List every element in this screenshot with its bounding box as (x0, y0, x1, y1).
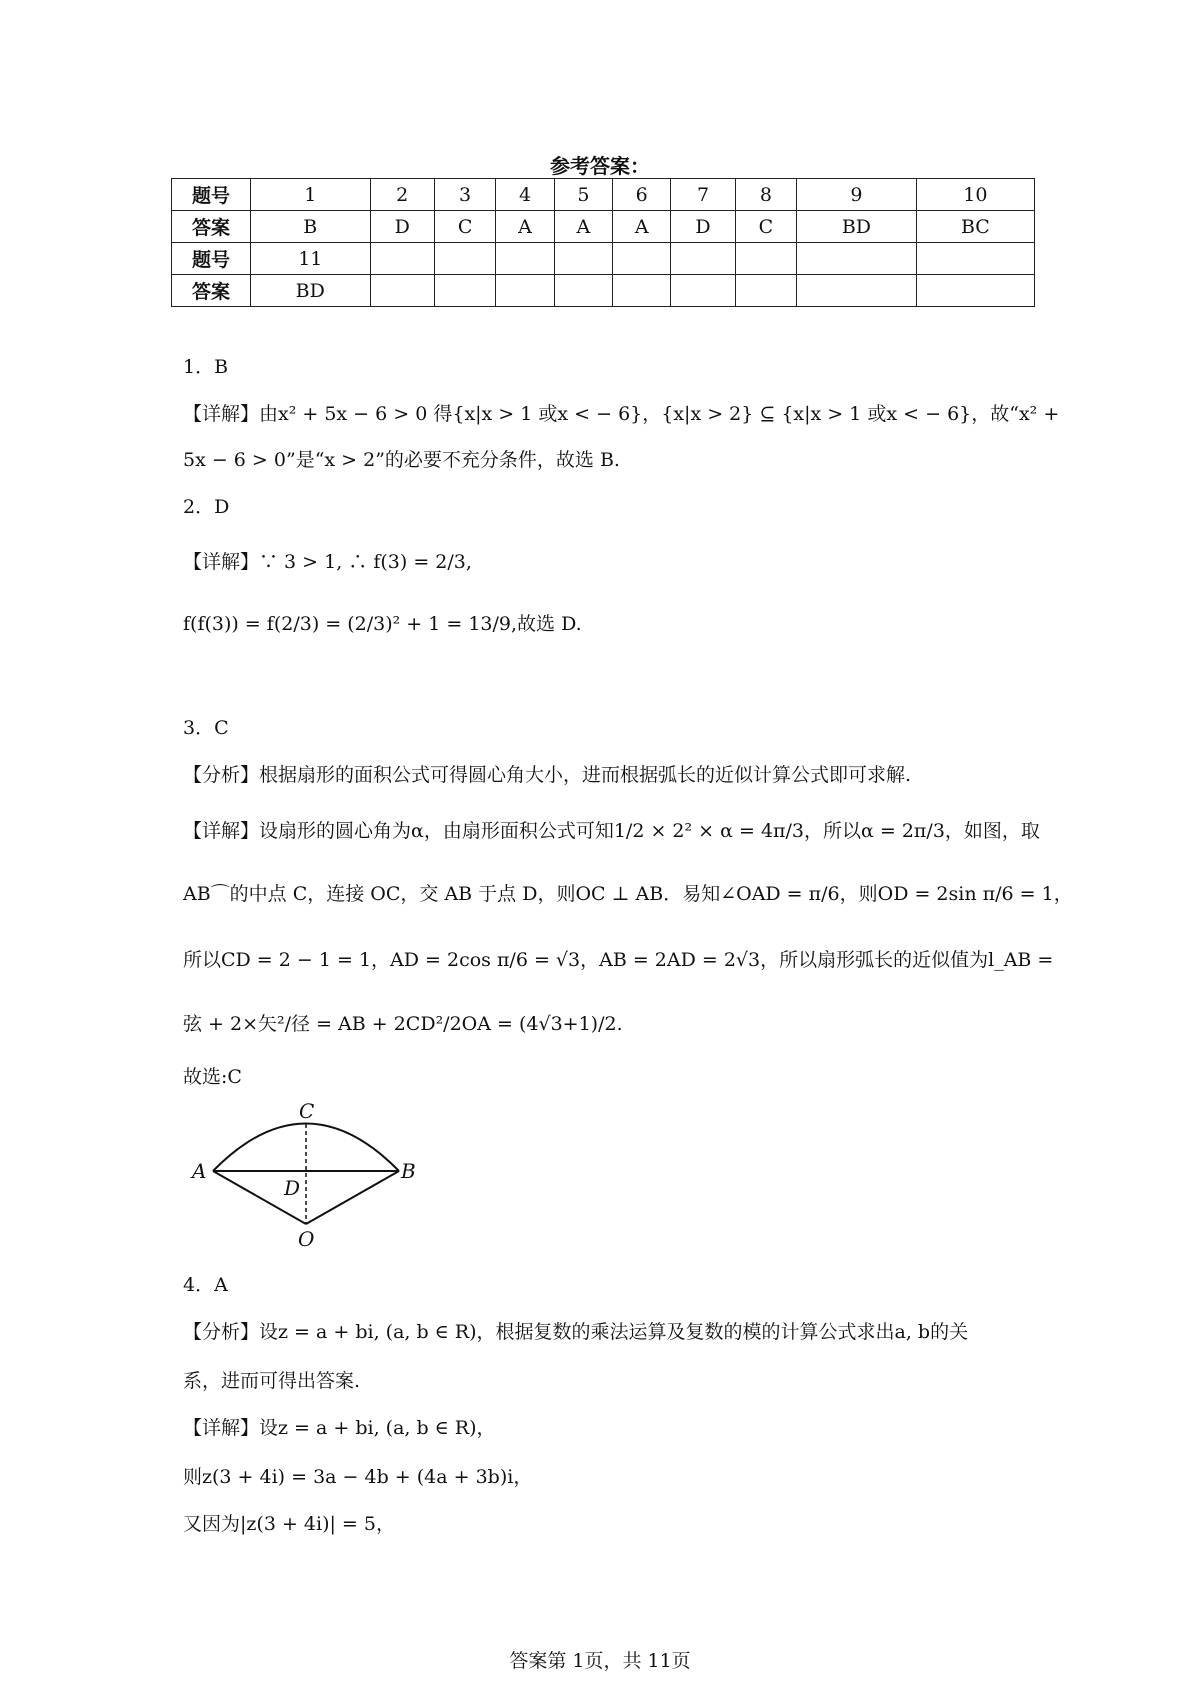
table-cell (797, 243, 917, 275)
table-cell: D (671, 211, 735, 243)
table-row (172, 179, 1035, 211)
table-cell: 3 (434, 179, 496, 211)
table-row (172, 275, 1035, 307)
question-4-analysis-line-1: 【分析】设z = a + bi, (a, b ∈ R)，根据复数的乘法运算及复数的模的计算公式求出a, b的关 (183, 1321, 969, 1343)
table-cell: C (735, 211, 797, 243)
table-cell (434, 275, 496, 307)
table-row (172, 211, 1035, 243)
table-cell (496, 243, 554, 275)
table-cell: 8 (735, 179, 797, 211)
answer-table (171, 178, 1035, 307)
question-4-detail-line-2: 则z(3 + 4i) = 3a − 4b + (4a + 3b)i， (183, 1466, 533, 1488)
question-4-detail-line-1: 【详解】设z = a + bi, (a, b ∈ R)， (183, 1417, 496, 1439)
table-cell (496, 275, 554, 307)
sector-figure (188, 1098, 428, 1258)
question-2-heading: 2．D (183, 496, 230, 518)
table-cell: BD (797, 211, 917, 243)
table-cell (554, 243, 612, 275)
label-o: O (298, 1227, 315, 1251)
question-3-heading: 3．C (183, 717, 229, 739)
page-title: 参考答案： (550, 154, 650, 178)
table-header-cell: 答案 (172, 275, 251, 307)
table-cell (797, 275, 917, 307)
table-cell (671, 275, 735, 307)
table-cell: B (251, 211, 371, 243)
question-1-heading: 1．B (183, 356, 229, 378)
table-cell (370, 275, 434, 307)
table-cell (434, 243, 496, 275)
question-3-detail-line-2: AB⌒的中点 C，连接 OC，交 AB 于点 D，则OC ⊥ AB．易知∠OAD = π/6，则OD = 2sin π/6 = 1， (183, 883, 1073, 905)
table-header-cell: 题号 (172, 179, 251, 211)
question-2-detail-line-2: f(f(3)) = f(2/3) = (2/3)² + 1 = 13/9,故选 D. (183, 613, 582, 635)
table-cell: 2 (370, 179, 434, 211)
question-3-detail-line-1: 【详解】设扇形的圆心角为α，由扇形面积公式可知1/2 × 2² × α = 4π/3，所以α = 2π/3，如图，取 (183, 820, 1040, 842)
table-cell: BD (251, 275, 371, 307)
table-cell: 4 (496, 179, 554, 211)
table-cell: C (434, 211, 496, 243)
label-d: D (284, 1176, 301, 1200)
question-1-detail-line-1: 【详解】由x² + 5x − 6 > 0 得{x|x > 1 或x < − 6}，{x|x > 2} ⊆ {x|x > 1 或x < − 6}，故“x² + (183, 403, 1060, 425)
question-3-detail-line-3: 所以CD = 2 − 1 = 1，AD = 2cos π/6 = √3，AB = 2AD = 2√3，所以扇形弧长的近似值为l_AB = (183, 949, 1054, 971)
table-cell (735, 275, 797, 307)
table-header-cell: 题号 (172, 243, 251, 275)
table-cell: 11 (251, 243, 371, 275)
question-2-detail-line-1: 【详解】∵ 3 > 1, ∴ f(3) = 2/3, (183, 551, 472, 573)
label-c: C (299, 1099, 315, 1123)
table-cell (671, 243, 735, 275)
question-4-heading: 4．A (183, 1274, 228, 1296)
question-3-analysis: 【分析】根据扇形的面积公式可得圆心角大小，进而根据弧长的近似计算公式即可求解. (183, 764, 912, 786)
table-header-cell: 答案 (172, 211, 251, 243)
table-cell: 1 (251, 179, 371, 211)
table-cell: 9 (797, 179, 917, 211)
label-a: A (192, 1159, 207, 1183)
table-cell (613, 275, 671, 307)
table-cell: 7 (671, 179, 735, 211)
question-4-analysis-line-2: 系，进而可得出答案. (183, 1370, 361, 1392)
table-cell: BC (916, 211, 1034, 243)
question-3-detail-line-4: 弦 + 2×矢²/径 = AB + 2CD²/2OA = (4√3+1)/2. (183, 1013, 623, 1035)
question-1-detail-line-2: 5x − 6 > 0”是“x > 2”的必要不充分条件，故选 B. (183, 449, 620, 471)
table-cell: A (613, 211, 671, 243)
table-cell: A (554, 211, 612, 243)
table-cell: 10 (916, 179, 1034, 211)
table-cell: A (496, 211, 554, 243)
question-3-conclusion: 故选:C (183, 1066, 242, 1088)
table-row (172, 243, 1035, 275)
table-cell (554, 275, 612, 307)
table-cell: 6 (613, 179, 671, 211)
table-cell (370, 243, 434, 275)
label-b: B (401, 1159, 416, 1183)
table-cell (916, 243, 1034, 275)
page-footer: 答案第 1页，共 11页 (509, 1650, 691, 1672)
table-cell (916, 275, 1034, 307)
table-cell (613, 243, 671, 275)
table-cell: 5 (554, 179, 612, 211)
radius-ob (306, 1171, 399, 1224)
table-cell (735, 243, 797, 275)
question-4-detail-line-3: 又因为|z(3 + 4i)| = 5， (183, 1513, 395, 1535)
table-cell: D (370, 211, 434, 243)
